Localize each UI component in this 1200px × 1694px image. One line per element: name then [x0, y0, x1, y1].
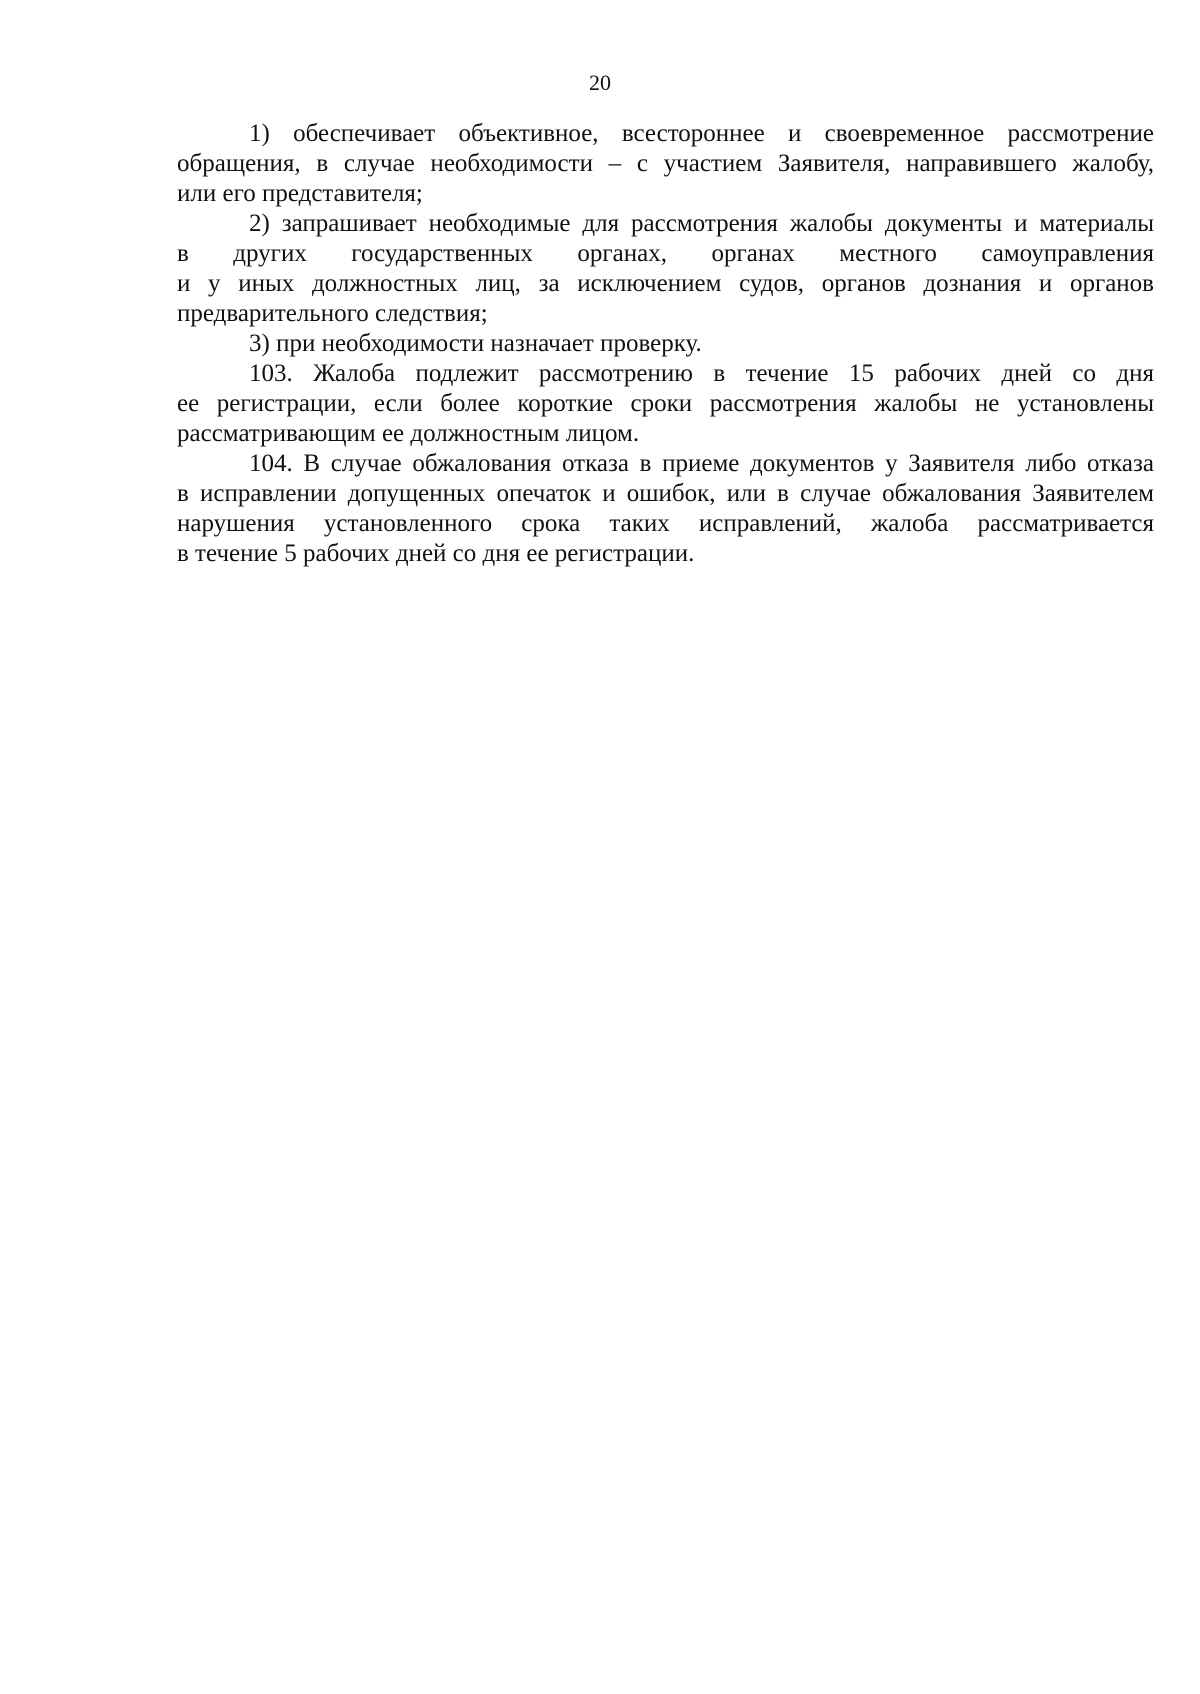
text-line: 103. Жалоба подлежит рассмотрению в течение 15 рабочих дней со дня	[249, 360, 1154, 387]
text-line: рассматривающим ее должностным лицом.	[177, 420, 640, 447]
paragraph-clause-104	[177, 449, 1154, 569]
text-line: в других государственных органах, органах местного самоуправления	[177, 240, 1154, 267]
text-line: предварительного следствия;	[177, 300, 488, 327]
text-line: 104. В случае обжалования отказа в приеме документов у Заявителя либо отказа	[249, 450, 1154, 477]
paragraph-item-1	[177, 119, 1154, 209]
text-line: 1) обеспечивает объективное, всестороннее и своевременное рассмотрение	[249, 120, 1154, 147]
text-line: 2) запрашивает необходимые для рассмотрения жалобы документы и материалы	[249, 210, 1154, 237]
text-line: в течение 5 рабочих дней со дня ее регистрации.	[177, 540, 695, 567]
document-body	[177, 119, 1154, 569]
text-line: в исправлении допущенных опечаток и ошибок, или в случае обжалования Заявителем	[177, 480, 1154, 507]
paragraph-item-2	[177, 209, 1154, 329]
paragraph-clause-103	[177, 359, 1154, 449]
text-line: или его представителя;	[177, 180, 423, 207]
page-number-row	[0, 70, 1200, 96]
text-line: и у иных должностных лиц, за исключением судов, органов дознания и органов	[177, 270, 1154, 297]
text-line: обращения, в случае необходимости – с участием Заявителя, направившего жалобу,	[177, 150, 1154, 177]
text-line: ее регистрации, если более короткие сроки рассмотрения жалобы не установлены	[177, 390, 1154, 417]
paragraph-item-3	[177, 329, 1154, 359]
text-line: 3) при необходимости назначает проверку.	[249, 330, 702, 357]
text-line: нарушения установленного срока таких исправлений, жалоба рассматривается	[177, 510, 1154, 537]
page-number: 20	[589, 70, 611, 95]
